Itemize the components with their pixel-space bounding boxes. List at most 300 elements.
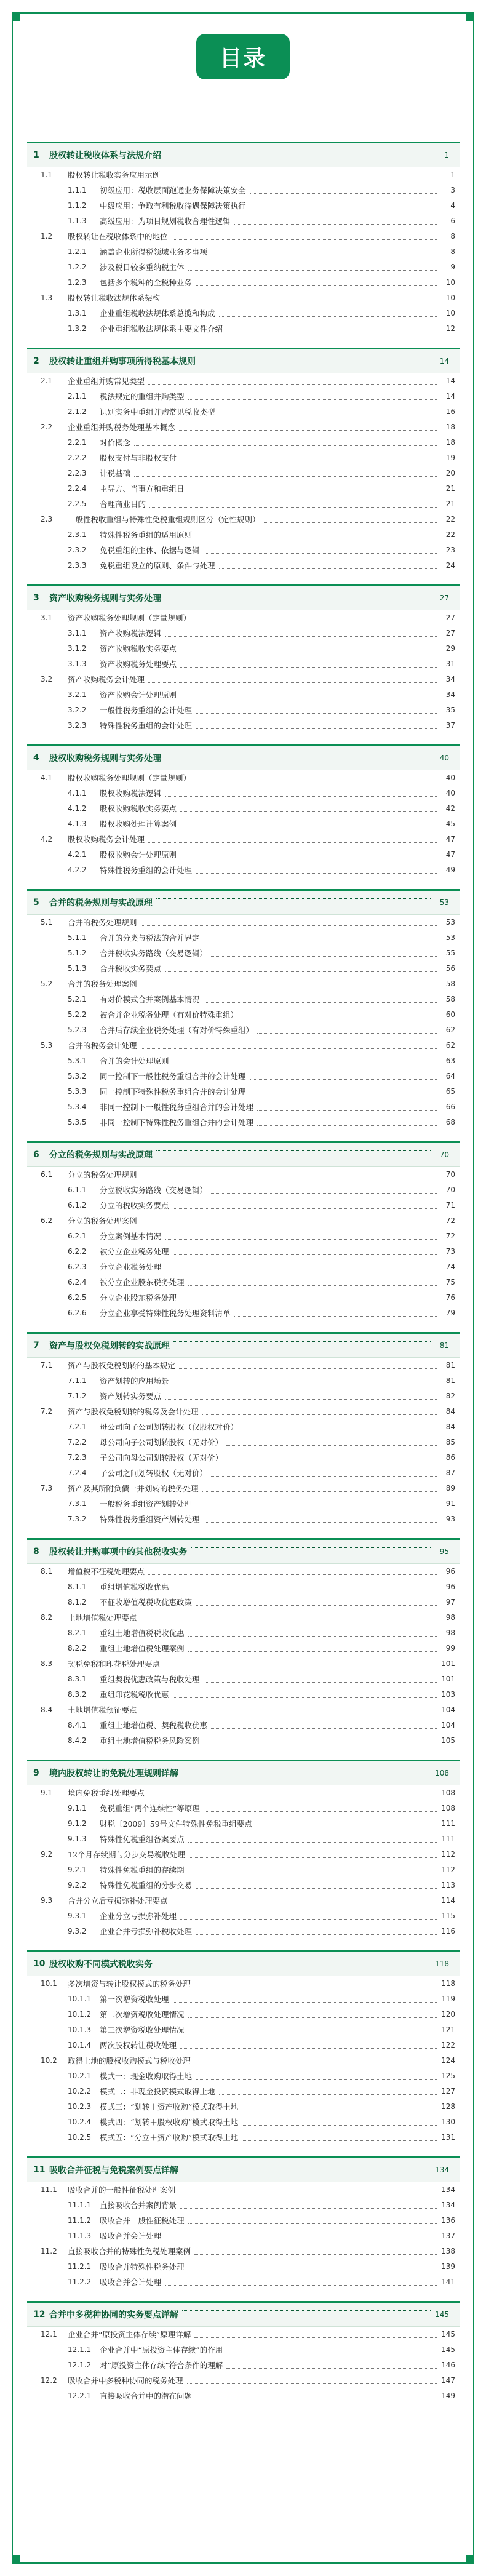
entry-page-number: 114 [441,1896,455,1905]
toc-subsection-entry[interactable] [27,2084,460,2099]
entry-title: 对价概念 [100,438,131,447]
toc-title-badge [196,34,290,79]
entry-number: 1.3.2 [68,324,87,333]
toc-subsection-entry[interactable] [27,1908,460,1924]
entry-number: 3.2.2 [68,706,87,714]
toc-subsection-entry[interactable] [27,2275,460,2290]
toc-section-entry[interactable] [27,2182,460,2198]
toc-section-entry[interactable] [27,420,460,435]
chapter-page-number: 53 [439,898,449,907]
chapter-page-number: 27 [439,594,449,602]
toc-subsection-entry[interactable] [27,1687,460,1702]
toc-section-entry[interactable] [27,1167,460,1182]
toc-subsection-entry[interactable] [27,930,460,946]
dot-leader [148,384,437,385]
toc-subsection-entry[interactable] [27,786,460,801]
entry-title: 合并的税务会计处理 [68,1041,137,1050]
chapter-number: 8 [33,1547,39,1557]
entry-page-number: 120 [441,2010,455,2019]
toc-subsection-entry[interactable] [27,1229,460,1244]
entry-title: 企业合并亏损弥补税收处理 [100,1927,193,1936]
entry-title: 分立企业股东税务处理 [100,1293,177,1302]
toc-subsection-entry[interactable] [27,1259,460,1275]
toc-subsection-entry[interactable] [27,1099,460,1115]
entry-page-number: 14 [445,377,455,385]
toc-section-entry[interactable] [27,832,460,847]
entry-number: 2.3.2 [68,546,87,554]
toc-subsection-entry[interactable] [27,1182,460,1198]
dot-leader [257,1033,437,1034]
toc-subsection-entry[interactable] [27,2130,460,2145]
toc-chapter [27,2156,460,2290]
entry-number: 10.2 [41,2056,57,2065]
toc-subsection-entry[interactable] [27,2007,460,2022]
entry-page-number: 111 [441,1835,455,1843]
toc-chapter [27,744,460,878]
chapter-heading[interactable] [27,1143,460,1167]
toc-section-entry[interactable] [27,512,460,527]
entry-page-number: 18 [445,423,455,431]
toc-section-entry[interactable] [27,1976,460,1992]
chapter-heading[interactable] [27,746,460,770]
toc-subsection-entry[interactable] [27,816,460,832]
chapter-heading[interactable] [27,891,460,915]
entry-page-number: 108 [441,1788,455,1797]
toc-section-entry[interactable] [27,1785,460,1801]
entry-page-number: 6 [450,217,455,225]
entry-number: 11.1.1 [68,2201,92,2209]
toc-section-entry[interactable] [27,1358,460,1373]
entry-title: 免税重组“两个连续性”等原理 [100,1804,200,1813]
toc-subsection-entry[interactable] [27,1290,460,1306]
entry-page-number: 75 [445,1278,455,1286]
entry-number: 3.1.3 [68,660,87,668]
toc-section-entry[interactable] [27,1610,460,1625]
entry-page-number: 97 [445,1598,455,1606]
entry-number: 1.3 [41,293,53,302]
toc-subsection-entry[interactable] [27,1801,460,1816]
entry-page-number: 12 [445,324,455,333]
entry-title: 股权支付与非股权支付 [100,453,177,463]
toc-subsection-entry[interactable] [27,2213,460,2228]
toc-section-entry[interactable] [27,2327,460,2342]
chapter-page-number: 145 [435,2310,449,2319]
toc-subsection-entry[interactable] [27,558,460,573]
entry-number: 5.1.1 [68,933,87,942]
entry-number: 3.1.1 [68,629,87,637]
toc-subsection-entry[interactable] [27,275,460,290]
toc-subsection-entry[interactable] [27,1373,460,1389]
entry-title: 第三次增资税收处理情况 [100,2025,185,2035]
entry-title: 特殊性免税重组的存续期 [100,1865,185,1875]
entry-number: 4.1.3 [68,819,87,828]
entry-page-number: 139 [441,2262,455,2271]
entry-title: 特殊性免税重组备案要点 [100,1835,185,1844]
entry-page-number: 40 [445,789,455,797]
entry-number: 9.3.1 [68,1912,87,1920]
entry-page-number: 137 [441,2231,455,2240]
toc-subsection-entry[interactable] [27,2198,460,2213]
entry-number: 8.2.1 [68,1629,87,1637]
chapter-heading[interactable] [27,2303,460,2327]
entry-page-number: 112 [441,1850,455,1859]
toc-subsection-entry[interactable] [27,260,460,275]
toc-subsection-entry[interactable] [27,2259,460,2275]
dot-leader [194,2337,437,2338]
dot-leader [148,682,437,683]
toc-subsection-entry[interactable] [27,946,460,961]
chapter-number: 4 [33,753,39,763]
entry-page-number: 82 [445,1392,455,1400]
entry-page-number: 8 [450,247,455,256]
toc-section-entry[interactable] [27,2244,460,2259]
toc-subsection-entry[interactable] [27,1084,460,1099]
toc-section-entry[interactable] [27,672,460,687]
toc-subsection-entry[interactable] [27,2342,460,2358]
entry-title: 财税〔2009〕59号文件特殊性免税重组要点 [100,1819,252,1828]
entry-page-number: 125 [441,2072,455,2080]
chapter-page-number: 40 [439,754,449,762]
chapter-spacer [27,337,460,348]
toc-subsection-entry[interactable] [27,1625,460,1641]
entry-number: 8.3 [41,1659,53,1668]
toc-subsection-entry[interactable] [27,2099,460,2115]
toc-subsection-entry[interactable] [27,1672,460,1687]
entry-number: 5.2.2 [68,1010,87,1019]
entry-title: 取得土地的股权收购模式与税收处理 [68,2056,191,2065]
entry-title: 合理商业目的 [100,500,146,509]
toc-subsection-entry[interactable] [27,1718,460,1733]
toc-section-entry[interactable] [27,1481,460,1496]
toc-section-entry[interactable] [27,1564,460,1579]
entry-page-number: 63 [445,1056,455,1065]
entry-number: 2.2.3 [68,469,87,477]
toc-subsection-entry[interactable] [27,1512,460,1527]
dot-leader [149,507,437,508]
entry-title: 分立的税务处理规则 [68,1170,137,1179]
chapter-number: 9 [33,1768,39,1778]
toc-subsection-entry[interactable] [27,801,460,816]
chapter-number: 12 [33,2310,46,2319]
entry-number: 5.3.3 [68,1087,87,1096]
entry-number: 12.2 [41,2376,57,2385]
entry-page-number: 72 [445,1232,455,1240]
toc-subsection-entry[interactable] [27,543,460,558]
chapter-page-number: 81 [439,1341,449,1350]
toc-subsection-entry[interactable] [27,687,460,703]
toc-subsection-entry[interactable] [27,481,460,496]
toc-subsection-entry[interactable] [27,466,460,481]
entry-title: 资产划转的应用场景 [100,1376,169,1386]
chapter-heading[interactable] [27,1952,460,1976]
toc-subsection-entry[interactable] [27,1275,460,1290]
dot-leader [250,193,437,194]
chapter-heading[interactable] [27,1540,460,1564]
chapter-heading[interactable] [27,143,460,167]
toc-section-entry[interactable] [27,1404,460,1419]
toc-subsection-entry[interactable] [27,1115,460,1130]
toc-subsection-entry[interactable] [27,703,460,718]
dot-leader [188,1651,437,1652]
toc-subsection-entry[interactable] [27,1496,460,1512]
toc-subsection-entry[interactable] [27,1878,460,1893]
entry-page-number: 62 [445,1026,455,1034]
toc-subsection-entry[interactable] [27,306,460,321]
toc-section-entry[interactable] [27,976,460,992]
toc-subsection-entry[interactable] [27,404,460,420]
entry-page-number: 104 [441,1721,455,1729]
entry-page-number: 119 [441,1995,455,2003]
chapter-heading[interactable] [27,2158,460,2182]
toc-subsection-entry[interactable] [27,321,460,337]
toc-subsection-entry[interactable] [27,1419,460,1435]
toc-section-entry[interactable] [27,770,460,786]
entry-title: 识别实务中重组并购常见税收类型 [100,407,215,417]
toc-section-entry[interactable] [27,1038,460,1053]
toc-subsection-entry[interactable] [27,2228,460,2244]
toc-subsection-entry[interactable] [27,2115,460,2130]
toc-section-entry[interactable] [27,229,460,244]
entry-number: 10.2.3 [68,2102,92,2111]
toc-subsection-entry[interactable] [27,641,460,656]
toc-section-entry[interactable] [27,1656,460,1672]
dot-leader [173,1697,437,1698]
chapter-heading[interactable] [27,1761,460,1785]
entry-number: 9.3 [41,1896,53,1905]
dot-leader [196,1888,437,1889]
toc-subsection-entry[interactable] [27,1595,460,1610]
entry-number: 9.1.2 [68,1819,87,1828]
entry-title: 初级应用：税收层面跑通业务保障决策安全 [100,186,246,195]
entry-number: 5.3.5 [68,1118,87,1127]
toc-section-entry[interactable] [27,290,460,306]
toc-subsection-entry[interactable] [27,1069,460,1084]
entry-number: 11.2.2 [68,2278,92,2286]
toc-subsection-entry[interactable] [27,718,460,733]
entry-number: 12.2.1 [68,2391,92,2400]
entry-page-number: 87 [445,1469,455,1477]
toc-section-entry[interactable] [27,1893,460,1908]
toc-subsection-entry[interactable] [27,1579,460,1595]
toc-subsection-entry[interactable] [27,1465,460,1481]
entry-number: 1.2.3 [68,278,87,287]
entry-number: 11.1.2 [68,2216,92,2225]
dot-leader [194,2254,437,2255]
toc-subsection-entry[interactable] [27,863,460,878]
entry-number: 7.1.2 [68,1392,87,1400]
toc-subsection-entry[interactable] [27,1862,460,1878]
entry-title: 非同一控制下一般性税务重组合并的会计处理 [100,1103,254,1112]
toc-subsection-entry[interactable] [27,1992,460,2007]
entry-title: 主导方、当事方和重组日 [100,484,185,493]
entry-page-number: 70 [445,1186,455,1194]
entry-number: 6.2.6 [68,1309,87,1317]
toc-subsection-entry[interactable] [27,2068,460,2084]
entry-title: 股权转让税收实务应用示例 [68,170,161,180]
dot-leader [264,522,437,523]
entry-page-number: 116 [441,1927,455,1936]
toc-subsection-entry[interactable] [27,1435,460,1450]
entry-page-number: 73 [445,1247,455,1256]
entry-page-number: 85 [445,1438,455,1446]
entry-page-number: 64 [445,1072,455,1080]
toc-section-entry[interactable] [27,373,460,389]
chapter-number: 6 [33,1150,39,1160]
entry-number: 11.2.1 [68,2262,92,2271]
entry-number: 8.4.2 [68,1736,87,1745]
entry-title: 分立企业享受特殊性税务处理资料清单 [100,1309,231,1318]
toc-subsection-entry[interactable] [27,1450,460,1465]
toc-subsection-entry[interactable] [27,961,460,976]
entry-page-number: 18 [445,438,455,447]
entry-page-number: 122 [441,2041,455,2049]
entry-title: 母公司向子公司划转股权（仅股权对价） [100,1422,239,1432]
toc-chapter [27,2301,460,2404]
entry-number: 4.2.1 [68,850,87,859]
toc-subsection-entry[interactable] [27,2038,460,2053]
toc-subsection-entry[interactable] [27,527,460,543]
dot-leader [188,2223,437,2224]
entry-page-number: 118 [441,1979,455,1988]
entry-title: 合并后存续企业税务处理（有对价特殊重组） [100,1026,254,1035]
toc-subsection-entry[interactable] [27,1816,460,1832]
frame-corner [466,12,474,21]
entry-title: 企业分立亏损弥补处理 [100,1912,177,1921]
entry-title: 模式五：“分立＋资产收购”模式取得土地 [100,2133,239,2142]
entry-title: 资产与股权免税划转的税务及会计处理 [68,1407,199,1416]
entry-number: 3.1 [41,613,53,622]
dot-leader [250,1079,437,1080]
entry-page-number: 134 [441,2201,455,2209]
toc-section-entry[interactable] [27,1213,460,1229]
entry-page-number: 146 [441,2361,455,2369]
chapter-page-number: 118 [435,1960,449,1968]
toc-subsection-entry[interactable] [27,1389,460,1404]
entry-page-number: 141 [441,2278,455,2286]
entry-title: 合并税收实务路线（交易逻辑） [100,949,208,958]
toc-subsection-entry[interactable] [27,198,460,213]
toc-subsection-entry[interactable] [27,847,460,863]
toc-subsection-entry[interactable] [27,213,460,229]
entry-page-number: 70 [445,1170,455,1179]
entry-number: 7.2 [41,1407,53,1416]
toc-subsection-entry[interactable] [27,1306,460,1321]
chapter-page-number: 14 [439,357,449,365]
chapter-heading[interactable] [27,349,460,373]
toc-subsection-entry[interactable] [27,389,460,404]
entry-title: 涉及税目较多重纳税主体 [100,263,185,272]
entry-number: 10.2.1 [68,2072,92,2080]
dot-leader [191,1547,431,1548]
toc-section-entry[interactable] [27,2373,460,2388]
dot-leader [173,2002,437,2003]
entry-number: 8.1.2 [68,1598,87,1606]
toc-section-entry[interactable] [27,915,460,930]
toc-subsection-entry[interactable] [27,656,460,672]
chapter-heading[interactable] [27,586,460,610]
entry-page-number: 124 [441,2056,455,2065]
entry-page-number: 101 [441,1675,455,1683]
dot-leader [226,2368,437,2369]
dot-leader [196,1605,437,1606]
entry-number: 9.1.3 [68,1835,87,1843]
entry-title: 涵盖企业所得税领域业务多事项 [100,247,208,257]
entry-title: 资产收购税务处理要点 [100,660,177,669]
toc-subsection-entry[interactable] [27,2022,460,2038]
entry-title: 非同一控制下特殊性税务重组合并的会计处理 [100,1118,254,1127]
entry-number: 8.1 [41,1567,53,1576]
toc-subsection-entry[interactable] [27,1733,460,1749]
toc-subsection-entry[interactable] [27,1198,460,1213]
entry-title: 模式二：非现金投资模式取得土地 [100,2087,215,2096]
entry-number: 7.2.4 [68,1469,87,1477]
entry-page-number: 98 [445,1629,455,1637]
toc-subsection-entry[interactable] [27,2358,460,2373]
entry-number: 5.3.2 [68,1072,87,1080]
toc-subsection-entry[interactable] [27,1023,460,1038]
toc-subsection-entry[interactable] [27,496,460,512]
entry-title: 吸收合并特殊性税务处理 [100,2262,185,2271]
entry-title: 母公司向子公司划转股权（无对价） [100,1438,223,1447]
toc-subsection-entry[interactable] [27,1007,460,1023]
entry-number: 10.2.5 [68,2133,92,2142]
toc-subsection-entry[interactable] [27,1641,460,1656]
chapter-title: 股权转让税收体系与法规介绍 [49,151,161,161]
entry-number: 1.1 [41,170,53,179]
entry-title: 土地增值税处理要点 [68,1613,137,1622]
chapter-heading[interactable] [27,1334,460,1358]
entry-page-number: 104 [441,1705,455,1714]
toc-section-entry[interactable] [27,2053,460,2068]
toc-subsection-entry[interactable] [27,626,460,641]
entry-number: 9.1 [41,1788,53,1797]
toc-section-entry[interactable] [27,167,460,183]
toc-section-entry[interactable] [27,610,460,626]
dot-leader [188,270,437,271]
toc-section-entry[interactable] [27,1702,460,1718]
entry-title: 重组土地增值税处理案例 [100,1644,185,1653]
entry-title: 企业重组并购常见类型 [68,377,145,386]
entry-number: 2.2.4 [68,484,87,493]
toc-section-entry[interactable] [27,1847,460,1862]
entry-title: 资产收购税收实务要点 [100,644,177,653]
toc-subsection-entry[interactable] [27,992,460,1007]
dot-leader [173,1341,431,1342]
dot-leader [234,1316,437,1317]
dot-leader [134,476,437,477]
entry-title: 中级应用：争取有利税收待遇保障决策执行 [100,201,246,210]
entry-page-number: 14 [445,392,455,401]
entry-number: 5.2.1 [68,995,87,1003]
entry-number: 4.1.2 [68,804,87,813]
toc-subsection-entry[interactable] [27,1053,460,1069]
dot-leader [196,2079,437,2080]
entry-page-number: 55 [445,949,455,957]
chapter-title: 境内股权转让的免税处理规则详解 [49,1769,178,1779]
toc-subsection-entry[interactable] [27,435,460,450]
toc-subsection-entry[interactable] [27,1924,460,1939]
dot-leader [173,1208,437,1209]
toc-subsection-entry[interactable] [27,450,460,466]
entry-number: 3.2.1 [68,690,87,699]
toc-subsection-entry[interactable] [27,183,460,198]
toc-subsection-entry[interactable] [27,1244,460,1259]
entry-page-number: 108 [441,1804,455,1812]
toc-subsection-entry[interactable] [27,2388,460,2404]
entry-page-number: 29 [445,644,455,653]
toc-subsection-entry[interactable] [27,244,460,260]
toc-subsection-entry[interactable] [27,1832,460,1847]
